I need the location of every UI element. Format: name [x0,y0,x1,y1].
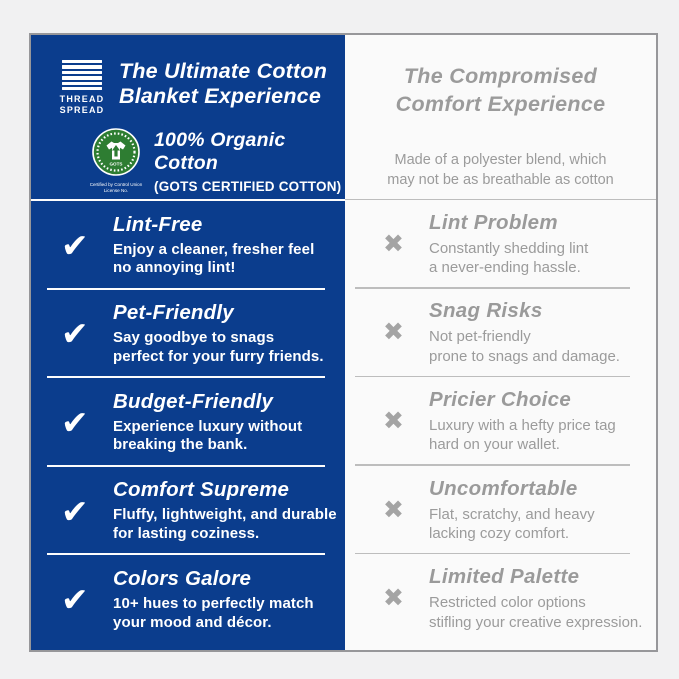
cotton-panel-title: The Ultimate Cotton Blanket Experience [119,59,328,108]
cotton-panel-header [31,35,345,199]
cross-icon: ✖ [383,318,404,347]
feature-title: Budget-Friendly [113,389,274,413]
feature-title: Pet-Friendly [113,301,234,325]
check-icon: ✔ [61,315,89,353]
check-icon: ✔ [61,492,89,530]
polyester-panel-title: The Compromised Comfort Experience [395,64,606,117]
drawback-title: Pricier Choice [429,387,572,411]
feature-desc: 10+ hues to perfectly match your mood and décor. [113,594,314,631]
polyester-panel-header [345,35,656,199]
organic-cotton-row [89,128,345,194]
drawback-desc: Not pet-friendly prone to snags and damage. [429,328,620,365]
cross-icon: ✖ [383,229,404,258]
check-icon: ✔ [61,581,89,619]
organic-cotton-text [154,129,345,194]
cross-icon: ✖ [383,495,404,524]
drawback-limited-palette [345,554,656,643]
feature-title: Colors Galore [113,566,252,590]
drawback-lint-problem [345,200,656,289]
feature-desc: Say goodbye to snags perfect for your furry friends. [113,329,324,365]
gots-certified-subheading: (GOTS CERTIFIED COTTON) [154,178,342,194]
feature-desc: Experience luxury without breaking the bank. [113,417,303,454]
feature-lint-free [31,201,345,290]
drawback-snag-risks [345,289,656,378]
feature-desc: Enjoy a cleaner, fresher feel no annoying lint! [113,240,315,277]
cross-icon: ✖ [383,584,404,613]
feature-comfort-supreme [31,467,345,556]
feature-title: Comfort Supreme [113,478,290,502]
check-icon: ✔ [61,403,89,441]
gots-cert-text: Certified by Control Union License No. [89,182,143,194]
drawback-title: Limited Palette [429,565,580,589]
gots-badge [89,128,143,194]
drawback-pricier-choice [345,377,656,466]
drawback-desc: Constantly shedding lint a never-ending hassle. [429,239,589,277]
cross-icon: ✖ [383,406,404,435]
drawback-desc: Flat, scratchy, and heavy lacking cozy comfort. [429,505,595,543]
feature-title: Lint-Free [113,212,203,236]
comparison-card [29,33,658,652]
drawback-uncomfortable [345,466,656,555]
feature-pet-friendly [31,290,345,379]
check-icon: ✔ [61,226,89,264]
cotton-panel [31,35,345,650]
polyester-drawback-list [345,199,656,650]
svg-text:GOTS: GOTS [109,161,123,167]
logo-bars-icon [62,60,102,90]
drawback-desc: Luxury with a hefty price tag hard on your wallet. [429,416,616,454]
gots-organic-seal-icon [92,128,140,176]
drawback-desc: Restricted color options stifling your creative expression. [429,594,643,631]
drawback-title: Lint Problem [429,210,558,234]
brand-name: THREAD SPREAD [59,94,105,115]
feature-colors-galore [31,555,345,644]
drawback-title: Uncomfortable [429,476,578,500]
feature-desc: Fluffy, lightweight, and durable for lasting coziness. [113,506,337,543]
thread-spread-logo [58,57,106,115]
cotton-feature-list [31,199,345,650]
polyester-panel-subtitle: Made of a polyester blend, which may not be as breathable as cotton [387,151,614,189]
feature-budget-friendly [31,378,345,467]
drawback-title: Snag Risks [429,299,543,323]
organic-cotton-heading: 100% Organic Cotton [154,128,286,174]
polyester-panel [345,35,656,650]
